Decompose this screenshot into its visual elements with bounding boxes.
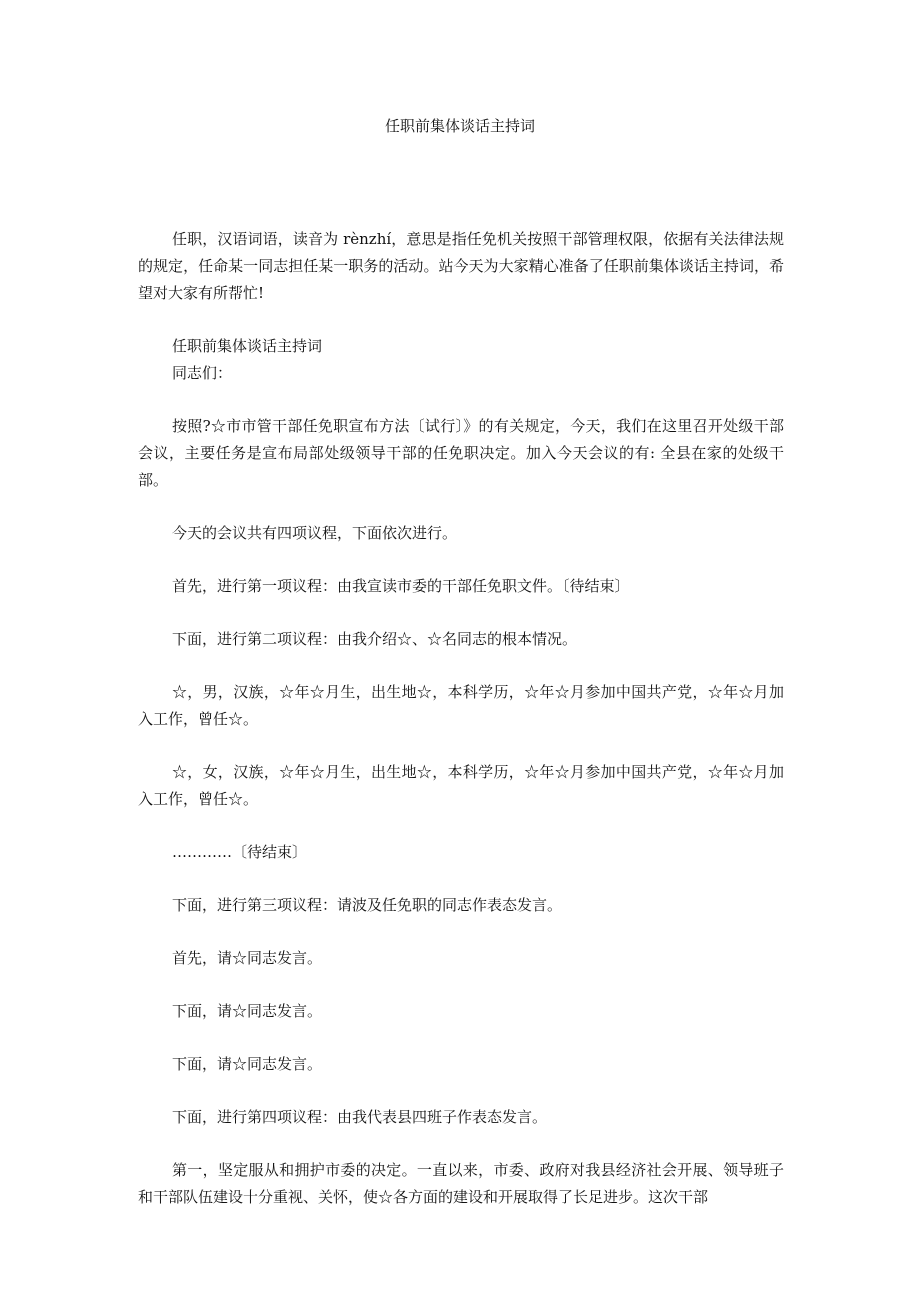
document-body [138,226,784,1237]
paragraph-purpose: 按照?☆市市管干部任免职宣布方法〔试行〕》的有关规定，今天，我们在这里召开处级干部会议，主要任务是宣布局部处级领导干部的任免职决定。加入今天会议的有: 全县在家的处级干部。 [138,417,784,489]
intro-paragraph: 任职，汉语词语，读音为 rènzhí，意思是指任免机关按照干部管理权限，依据有关法律法规的规定，任命某一同志担任某一职务的活动。站今天为大家精心准备了任职前集体谈话主持词，希望对大家有所帮忙! [138,230,784,302]
paragraph-speaker-1: 首先，请☆同志发言。 [172,949,323,967]
paragraph-item-4: 下面，进行第四项议程：由我代表县四班子作表态发言。 [172,1108,548,1126]
paragraph-agenda: 今天的会议共有四项议程，下面依次进行。 [172,524,458,542]
paragraph-ellipsis: …………〔待结束〕 [172,843,308,861]
paragraph-item-1: 首先，进行第一项议程：由我宣读市委的干部任免职文件。〔待结束〕 [172,577,630,595]
paragraph-first-point: 第一，坚定服从和拥护市委的决定。一直以来，市委、政府对我县经济社会开展、领导班子和干部队伍建设十分重视、关怀，使☆各方面的建设和开展取得了长足进步。这次干部 [138,1161,784,1206]
salutation: 同志们： [172,364,233,382]
section-heading: 任职前集体谈话主持词 [172,337,323,355]
paragraph-person-1: ☆，男，汉族，☆年☆月生，出生地☆，本科学历，☆年☆月参加中国共产党，☆年☆月加入工作，曾任☆。 [138,683,784,728]
paragraph-item-3: 下面，进行第三项议程：请波及任免职的同志作表态发言。 [172,896,563,914]
paragraph-speaker-3: 下面，请☆同志发言。 [172,1055,323,1073]
paragraph-person-2: ☆，女，汉族，☆年☆月生，出生地☆，本科学历，☆年☆月参加中国共产党，☆年☆月加入工作，曾任☆。 [138,763,784,808]
paragraph-item-2: 下面，进行第二项议程：由我介绍☆、☆名同志的根本情况。 [172,630,578,648]
paragraph-speaker-2: 下面，请☆同志发言。 [172,1002,323,1020]
document-title: 任职前集体谈话主持词 [384,117,535,135]
